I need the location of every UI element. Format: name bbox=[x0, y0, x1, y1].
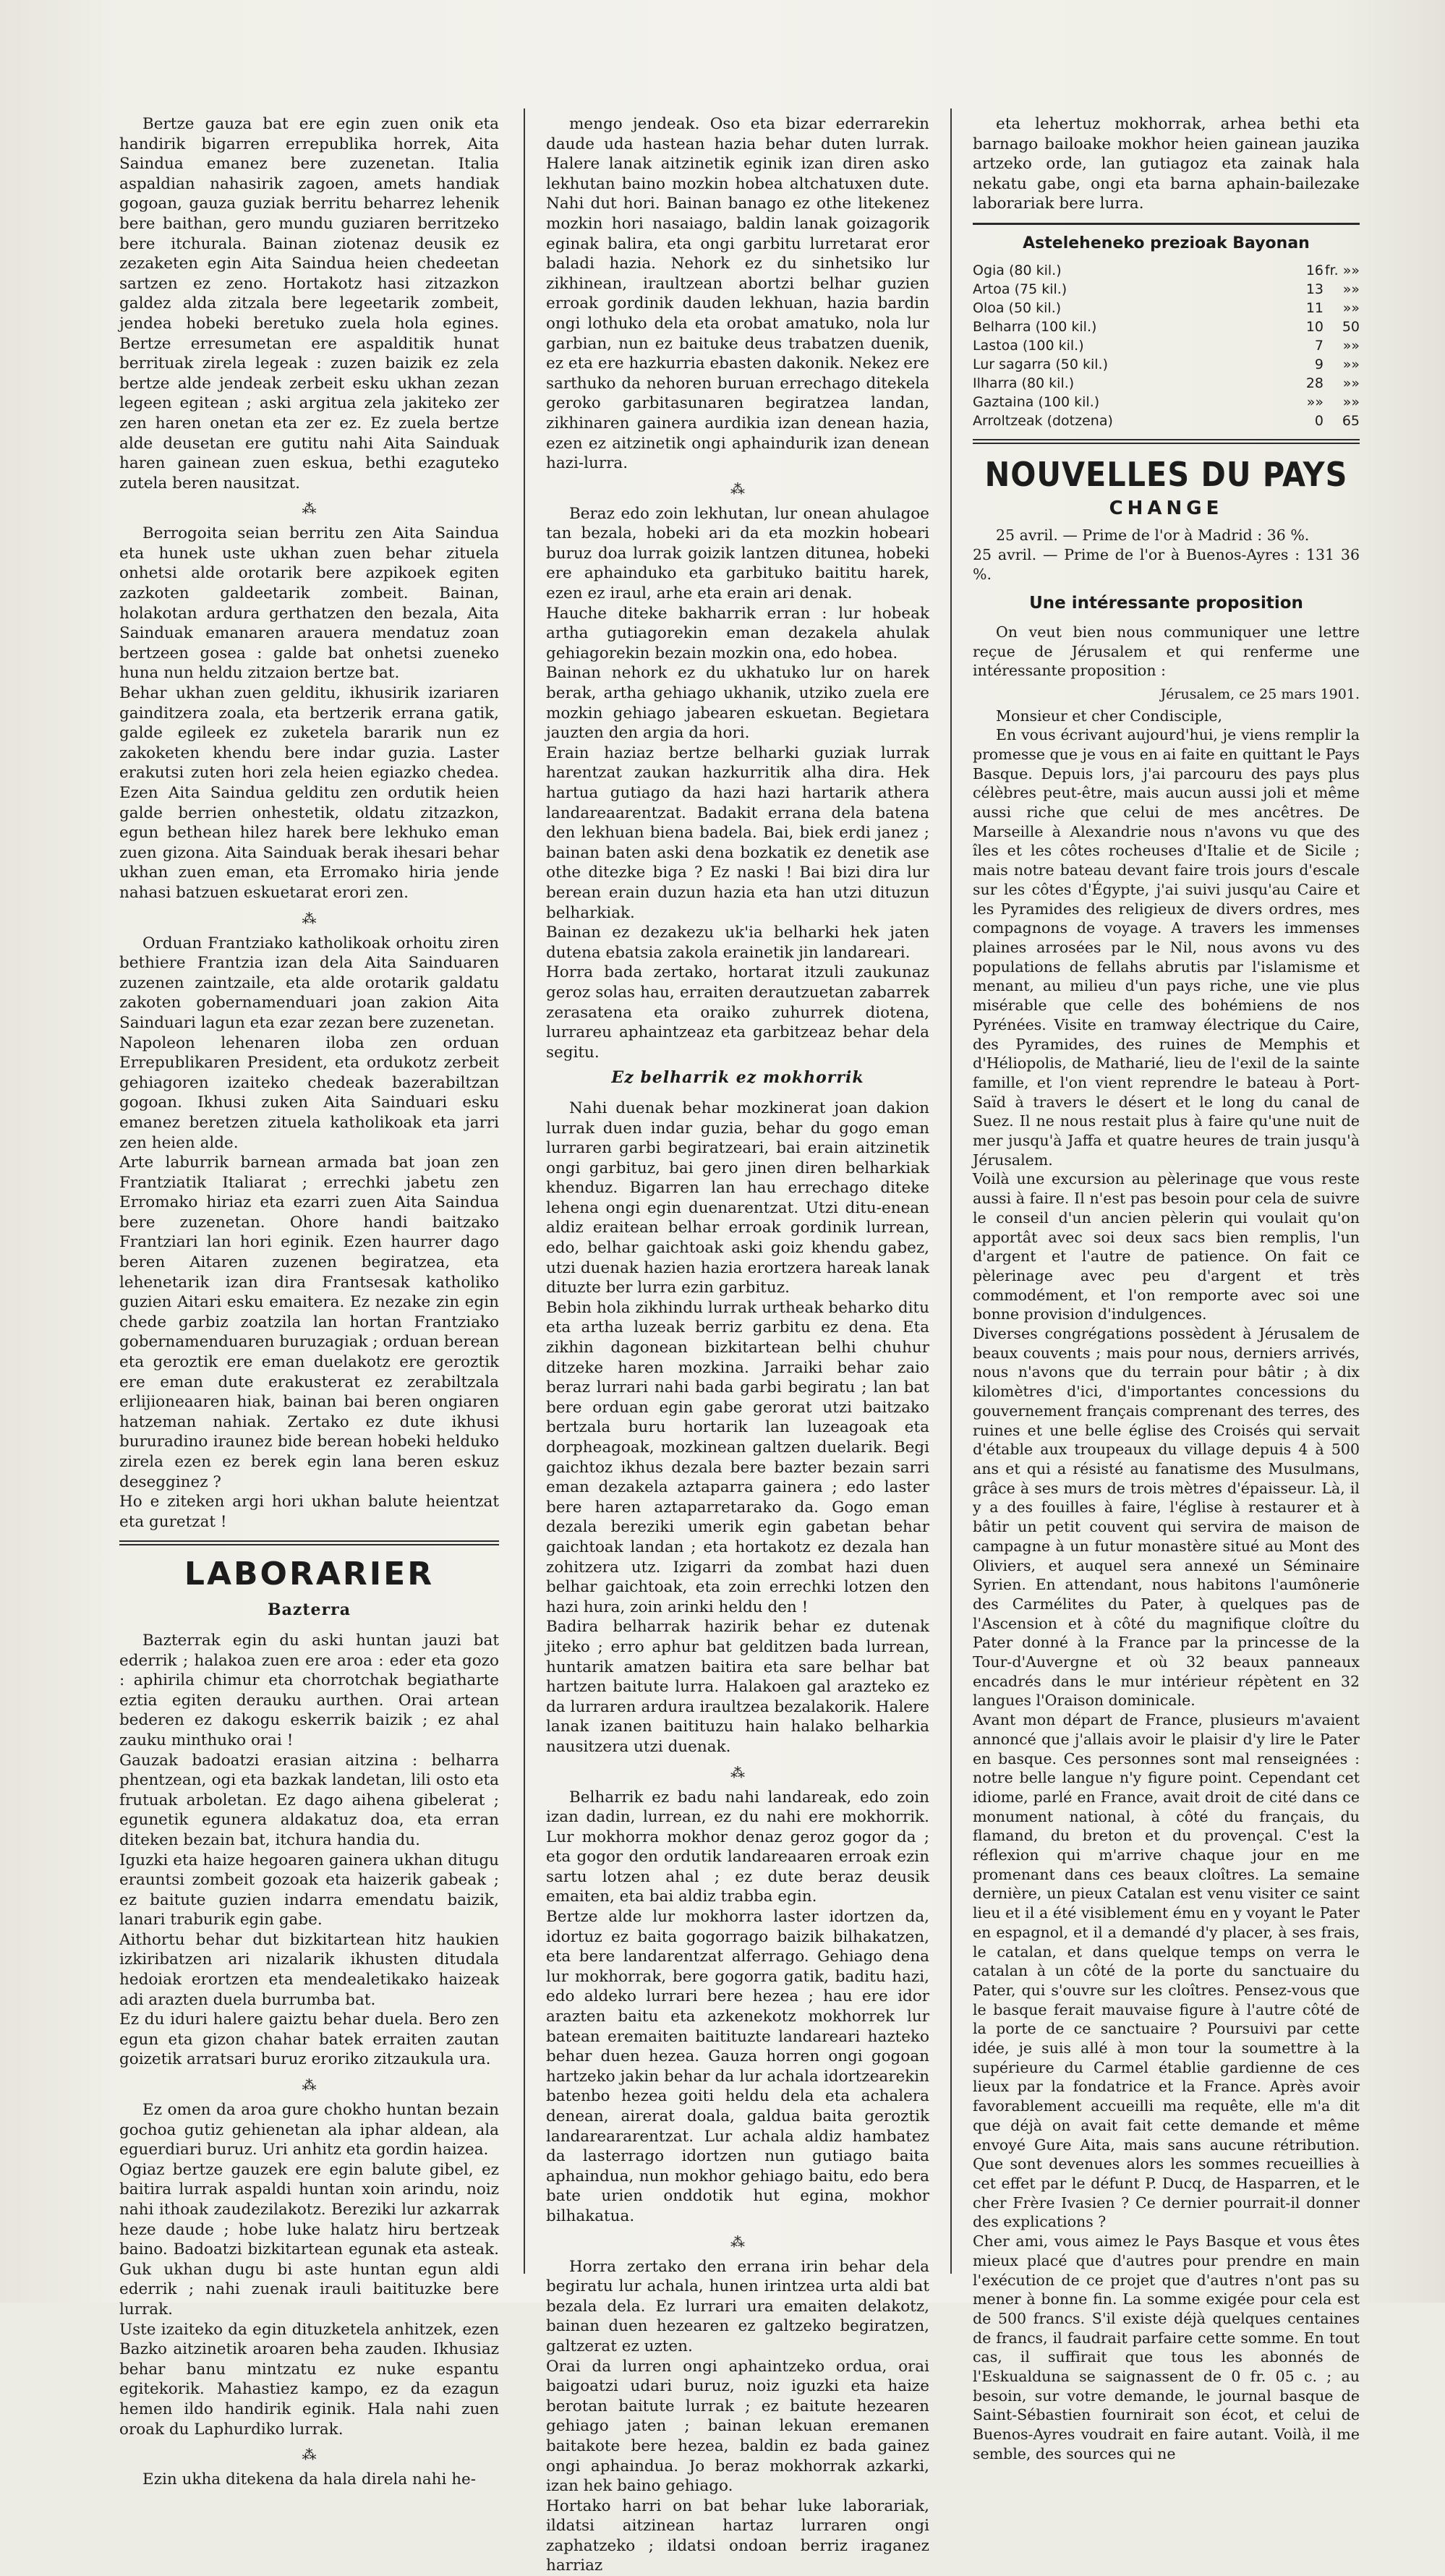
price-unit: »» bbox=[1342, 281, 1360, 297]
article-paragraph: Bazterrak egin du aski huntan jauzi bat ederrik ; halakoa zuen ere aroa : eder eta gozo : aphirila chimur eta chorrotchak begiatharte eztia egiten derauku aurthen. Orai artean bederen ez dakogu eskerrik baizik ; ez ahal zauku minthuko orai ! bbox=[119, 1631, 499, 1749]
article-body bbox=[119, 2100, 499, 2439]
price-num: 7 bbox=[1314, 337, 1323, 354]
column-3 bbox=[973, 114, 1360, 2462]
article-paragraph: Ho e ziteken argi hori ukhan balute heientzat eta guretzat ! bbox=[119, 1493, 499, 1531]
article-paragraph: Ogiaz bertze gauzek ere egin balute gibel, ez baitira lurrak aspaldi huntan xoin arindu, noiz nahi ithoak zaudezilakotz. Bereziki lur azkarrak heze daude ; hobe luke halatz hiru bertzeak baino. Badoatzi bizkitartean egunak eta asteak. Guk ukhan dugu bi aste huntan egun aldi ederrik ; nahi zuenak irauli baitituzke bere lurrak. bbox=[119, 2160, 499, 2319]
article-paragraph: Bainan nehork ez du ukhatuko lur on harek berak, artha gehiago ukhanik, utziko zuela ere mozkin gehiago jabearen eskuetan. Begietara jauzten den argia da hori. bbox=[546, 664, 929, 743]
article-body bbox=[546, 1788, 929, 2227]
price-unit: 65 bbox=[1342, 412, 1360, 429]
article-paragraph: Aithortu behar dut bizkitartean hitz haukien izkiribatzen ari nizalarik ikhusten ditudala hedoiak erortzen eta mendealetikako haizeak adi arazten duela burrumba bat. bbox=[119, 1930, 499, 2009]
exchange-rates bbox=[973, 526, 1360, 584]
column-rule bbox=[950, 108, 952, 2274]
article-paragraph: Cher ami, vous aimez le Pays Basque et vous êtes mieux placé que d'autres pour prendre en main l'exécution de ce projet que d'autres n'ont pas su mener à bonne fin. La somme exigée pour cela est de 500 francs. S'il existe déjà quelques centaines de francs, il faudrait parfaire cette somme. En tout cas, il suffirait que tous les abonnés de l'Eskualduna se saignassent de 0 fr. 05 c. ; au besoin, sur votre demande, le journal basque de Saint-Sébastien fournirait son écot, et celui de Buenos-Ayres voudrait en faire autant. Voilà, il me semble, des sources qui ne bbox=[973, 2232, 1360, 2462]
article-paragraph: mengo jendeak. Oso eta bizar ederrarekin daude uda hastean hazia behar duten lurrak. Halere lanak aitzinetik eginik izan diren asko lekhutan baino mozkin hobea altchatuxen dute. Nahi dut hori. Bainan banago ez othe litekenez mozkin hori nasaiago, baldin lanak goizagorik eginak balira, eta ongi garbitu lurretarat eror baladi hazia. Nehork ez du sinhetsiko lur zikhinean, iraultzean abortzi belhar guzien erroak gordinik dauden lekhuan, hazia bardin ongi lothuko dela eta orobat amatuko, nola lur garbian, nun ez baituke deus trabatzen duenik, ez eta ere hazkurria ebasten dakonik. Nekez ere sarthuko da nehoren buruan errechago ditekela geroko garbitasunaren begiratzea landan, zikhinaren gainera aurdikia izan denean hazia, ezen ez aitzinetik ongi aphaindurik izan denean hazi-lurra. bbox=[546, 115, 929, 473]
article-paragraph: Horra zertako den errana irin behar dela begiratu lur achala, hunen irintzea urta aldi bat bezala dela. Ez lurrari ura emaiten delakotz, bainan duen hezearen ez galtzeko begiratzen, galtzerat ez uzten. bbox=[546, 2257, 929, 2355]
article-heading: Une intéressante proposition bbox=[1029, 594, 1303, 613]
price-unit: 50 bbox=[1342, 318, 1360, 335]
article-subheading: Ez belharrik ez mokhorrik bbox=[611, 1068, 864, 1088]
price-num: »» bbox=[1306, 393, 1323, 410]
article-paragraph: 25 avril. — Prime de l'or à Buenos-Ayres : 131 36 %. bbox=[973, 545, 1360, 583]
price-name: Belharra (100 kil.) bbox=[973, 318, 1097, 335]
price-name: Artoa (75 kil.) bbox=[973, 281, 1067, 297]
article-paragraph: Nahi duenak behar mozkinerat joan dakion lurrak duen indar guzia, behar du gogo eman lurraren garbi begiratzeari, bai erain aitzinetik ongi garbituz, bai gero jinen diren belharkiak khenduz. Bigarren lan hau errechago diteke lehena ongi egin duenarentzat. Utzi ditu-enean aldiz eraitean belhar erroak gordinik lurrean, edo, belhar gaichtoak aski goiz khendu gabez, utzi duenak hazien hazia erortzera hareak lanak dituzte ber lurra ezin garbituz. bbox=[546, 1099, 929, 1297]
price-num: 0 bbox=[1314, 412, 1323, 429]
price-row bbox=[973, 393, 1360, 411]
article-paragraph: Orai da lurren ongi aphaintzeko ordua, orai baigoatzi udari buruz, noiz iguzki eta haize berotan baitute lurrak ; ez baitute hezearen gehiago jaten ; bainan lekuan eremanen baitakote bere hezea, baldin ez bada gainez ongi aphaindua. Jo beraz mokhorrak azkarki, izan hek baino gehiago. bbox=[546, 2357, 929, 2496]
price-num: 11 bbox=[1305, 299, 1323, 316]
section-subheading: Bazterra bbox=[268, 1600, 351, 1620]
column-2 bbox=[546, 114, 929, 2575]
letter-body bbox=[973, 725, 1360, 2463]
article-body bbox=[119, 934, 499, 1532]
price-list-title: Asteleheneko prezioak Bayonan bbox=[1023, 234, 1310, 252]
article-paragraph: Beraz edo zoin lekhutan, lur onean ahulagoe tan bezala, hobeki ari da eta mozkin hobeari buruz doa lurrak goizik lantzen ditunea, hobeki ere aphainduko eta garbituko baititu harek, ezen ez iraul, arhe eta erain ari denak. bbox=[546, 504, 929, 603]
column-rule bbox=[524, 108, 525, 2274]
section-separator: ⁂ bbox=[730, 1763, 745, 1781]
price-name: Lastoa (100 kil.) bbox=[973, 337, 1084, 354]
article-paragraph: Belharrik ez badu nahi landareak, edo zoin izan dadin, lurrean, ez du nahi ere mokhorrik. Lur mokhorra mokhor denaz geroz gogor da ; eta gogor den ordutik landareaaren erroak ezin sartu lotzen ahal ; ez dute beraz deusik emaiten, eta bai aldiz trabba egin. bbox=[546, 1788, 929, 1906]
price-row bbox=[973, 317, 1360, 336]
article-paragraph: 25 avril. — Prime de l'or à Madrid : 36 %. bbox=[996, 526, 1310, 545]
article-paragraph: Badira belharrak hazirik behar ez dutenak jiteko ; erro aphur bat gelditzen bada lurrean, huntarik amatzen baitira eta sare belhar bat hartzen baitute lurra. Halakoen gal arazteko ez da lurraren ardura iraultzea bezalakorik. Halere lanak izanen baitituzu hain halako belharkia nausitzera utzi duenak. bbox=[546, 1618, 929, 1756]
column-1 bbox=[119, 114, 499, 2489]
price-row bbox=[973, 374, 1360, 393]
article-paragraph: Hortako harri on bat behar luke laborariak, ildatsi aitzinean hartaz lurraren ongi zaphatzeko ; ildatsi ondoan berriz iraganez harriaz bbox=[546, 2496, 929, 2575]
article-paragraph: En vous écrivant aujourd'hui, je viens remplir la promesse que je vous en ai faite en quittant le Pays Basque. Depuis lors, j'ai parcouru des pays plus célèbres peut-être, mais aucun aussi joli et même aussi riche que celui de mes ancêtres. De Marseille à Alexandrie nous n'avons vu que des îles et les côtes rocheuses d'Italie et de Sicile ; mais notre bateau devant faire trois jours d'escale sur les côtes d'Égypte, j'ai suivi jusqu'au Caire et les Pyramides des religieux de divers ordres, mes compagnons de voyage. A travers les immenses plaines arrosées par le Nil, nous avons vu des populations de fellahs abrutis par l'islamisme et menant, au milieu d'un pays riche, une vie plus misérable que celle des bohémiens de nos Pyrénées. Visite en tramway électrique du Caire, des Pyramides, des ruines de Memphis et d'Héliopolis, de Matharié, lieu de l'exil de la sainte famille, et l'on vient reprendre le bateau à Port-Saïd à travers le désert et le long du canal de Suez. Il ne nous restait plus à faire qu'une nuit de mer jusqu'à Jaffa et quatre heures de train jusqu'à Jérusalem. bbox=[973, 726, 1360, 1169]
price-unit: »» bbox=[1342, 337, 1360, 354]
article-body bbox=[973, 114, 1360, 214]
article-body bbox=[119, 114, 499, 493]
article-body bbox=[119, 1631, 499, 2070]
section-separator: ⁂ bbox=[302, 909, 317, 927]
article-paragraph: Diverses congrégations possèdent à Jérusalem de beaux couvents ; mais pour nous, derniers arrivés, nous n'avons que du terrain pour bâtir ; à dix kilomètres d'ici, d'importantes concessions du gouvernement français comprenant des terres, des ruines et une belle église des Croisés qui servait d'étable aux troupeaux du village depuis 4 à 500 ans et qui a résisté au fanatisme des Musulmans, grâce à ses murs de trois mètres d'épaisseur. Là, il y a des fouilles à faire, l'église à restaurer et à bâtir un petit couvent qui servira de maison de campagne à un futur monastère situé au Mont des Oliviers, et auquel sera annexé un Séminaire Syrien. En attendant, nous habitons l'aumônerie des Carmélites du Pater, à quelques pas de l'Ascension et à côté du magnifique cloître du Pater donné à la France par la princesse de la Tour-d'Auvergne et où 32 beaux panneaux encadrés dans le mur intérieur répètent en 32 langues l'Oraison dominicale. bbox=[973, 1325, 1360, 1710]
article-paragraph: Avant mon départ de France, plusieurs m'avaient annoncé que j'allais avoir le plaisir d'y lire le Pater en basque. Ces personnes sont mal renseignées : notre belle langue n'y figure point. Cependant cet idiome, parlé en France, avait droit de cité dans ce monument national, à côté du français, du flamand, du breton et du provençal. C'est la réflexion qui m'arrive chaque jour en me promenant dans ces beaux cloîtres. La semaine dernière, un pieux Catalan est venu visiter ce saint lieu et il a été visiblement ému en y voyant le Pater en espagnol, et il a demandé d'y placer, à ses frais, le catalan, et dans quelque temps on verra le catalan à un côté de la porte du sanctuaire du Pater, qui s'ouvre sur les cloîtres. Pensez-vous que le basque ferait mauvaise figure à l'autre côté de la porte de ce sanctuaire ? Poursuivi par cette idée, je suis allé à mon tour la soumettre à la supérieure du Carmel établie gardienne de ces lieux par la fondatrice et la France. Après avoir favorablement accueilli ma requête, elle m'a dit que déjà on avait fait cette demande et même envoyé Gure Aita, mais sans aucune rétribution. Que sont devenues alors les sommes recueillies à cet effet par le défunt P. Ducq, de Hasparren, et le cher Frère Ivasien ? Ce dernier pourrait-il donner des explications ? bbox=[973, 1711, 1360, 2231]
price-unit: »» bbox=[1342, 299, 1360, 316]
article-paragraph: Orduan Frantziako katholikoak orhoitu ziren bethiere Frantzia izan dela Aita Sainduaren zuzenen zaintzaile, eta alde orotarik galdatu zakoten gobernamenduari joan zakion Aita Sainduari lagun eta ezar zezan bere zuzenetan. bbox=[119, 934, 499, 1032]
price-name: Oloa (50 kil.) bbox=[973, 299, 1062, 316]
price-row bbox=[973, 336, 1360, 355]
article-paragraph: Iguzki eta haize hegoaren gainera ukhan ditugu erauntsi zombeit gozoak eta haizerik gabeak ; ez baitute guzien indarra emendatu baizik, lanari traburik egin gabe. bbox=[119, 1851, 499, 1929]
article-paragraph: Horra bada zertako, hortarat itzuli zaukunaz geroz solas hau, erraiten derautzuetan zabarrek zerasatena eta oraiko zuhurrek diotena, lurrareu aphaintzeaz eta garbitzeaz behar dela segitu. bbox=[546, 963, 929, 1062]
article-paragraph: Bertze gauza bat ere egin zuen onik eta handirik bigarren errepublika horrek, Aita Saindua emanez bere zuzenetan. Italia aspaldian nahasirik zagoen, amets handiak gogoan, gauza guziak berritu beharrez lehenik bere baithan, gero mundu guziaren berritzeko bere itchurala. Bainan ziotenaz deusik ez zezaketen egin Aita Saindua heien chedeetan sartzen ez zeno. Hortakotz hasi zitzazkon galdez alda zitzala bere legeetarik zombeit, jendea hobeki beretuko zuela hola egines. Bertze erresumetan ere aspalditik hunat berrituak zirela legeak : zuzen baizik ez zela bertze alde jendeak zerbeit esku ukhan zezan legeen egitean ; aski argitua zela jakiteko zer zen haren onetan eta zer ez. Ez zuela bertze alde deusetan ere gutitu nahi Aita Sainduak haren gainean zuen eskua, bethi ezaguteko zutela beren nausitzat. bbox=[119, 115, 499, 492]
article-paragraph: Uste izaiteko da egin dituzketela anhitzek, ezen Bazko aitzinetik aroaren beha zauden. Ikhusiaz behar banu mintzatu ez nuke espantu egitekorik. Mahastiez kampo, ez da ezagun hemen ildo handirik eginik. Hala nahi zuen oroak du Laphurdiko lurrak. bbox=[119, 2320, 499, 2439]
article-paragraph: Hauche diteke bakharrik erran : lur hobeak artha gutiagorekin eman dezakela ahulak gehiagorekin bezain mozkin ona, edo hobea. bbox=[546, 604, 929, 662]
price-row bbox=[973, 411, 1360, 430]
price-unit: »» bbox=[1342, 393, 1360, 410]
price-unit: »» bbox=[1342, 356, 1360, 372]
price-name: Arroltzeak (dotzena) bbox=[973, 412, 1113, 429]
section-separator: ⁂ bbox=[730, 2232, 745, 2251]
price-row bbox=[973, 280, 1360, 299]
section-divider bbox=[973, 439, 1360, 444]
price-num: 9 bbox=[1314, 356, 1323, 372]
article-paragraph: Ez omen da aroa gure chokho huntan bezain gochoa gutiz gehienetan ala iphar aldean, ala eguerdiari buruz. Uri anhitz eta gordin haizea. bbox=[119, 2101, 499, 2159]
price-num: 13 bbox=[1305, 281, 1323, 297]
article-paragraph: eta lehertuz mokhorrak, arhea bethi eta barnago bailoake mokhor heien gainean jauzika artzeko orde, lan gutiagoz eta zainak hala nekatu gabe, ongi eta barna aphain-bailezake laborariak bere lurra. bbox=[973, 115, 1360, 213]
article-paragraph: Behar ukhan zuen gelditu, ikhusirik izariaren gainditzera zoala, eta bertzerik errana gatik, galde egileek ez zuketela bararik nun ez zakoketen khendu bere indar guzia. Laster erakutsi zuten hori zela heien egiazko chedea. Ezen Aita Saindua gelditu zen ordutik heien galde berrien onhestetik, oldatu zitzazkon, egun bethean hilez harek bere lekhuko eman zuen gizona. Aita Sainduak berak ihesari behar ukhan zuen eman, eta Erromako hiria jende nahasi batzuen eskuetarat erori zen. bbox=[119, 684, 499, 902]
letter-date: Jérusalem, ce 25 mars 1901. bbox=[1160, 686, 1360, 702]
price-row bbox=[973, 261, 1360, 280]
price-unit: fr. »» bbox=[1324, 262, 1360, 278]
section-separator: ⁂ bbox=[302, 500, 317, 518]
price-name: Gaztaina (100 kil.) bbox=[973, 393, 1100, 410]
section-separator: ⁂ bbox=[302, 2446, 317, 2464]
letter-salutation: Monsieur et cher Condisciple, bbox=[996, 707, 1223, 725]
article-paragraph: Bainan ez dezakezu uk'ia belharki hek jaten dutena ebatsia zakola erainetik jin landareari. bbox=[546, 924, 929, 962]
section-separator: ⁂ bbox=[730, 479, 745, 498]
change-heading: CHANGE bbox=[1109, 497, 1224, 519]
article-paragraph: Erain haziaz bertze belharki guziak lurrak harentzat zaukan hazkurritik alha dira. Hek hartua gutiago da hazi hazi hartarik athera landareaarentzat. Badakit errana dela batena den lekhuan biena badela. Bai, biek erdi janez ; bainan baten aski dena bozkatik ez denetik ase othe ditezke biga ? Ez naski ! Bai bizi dira lur berean erain duzun hazia eta han utzi dituzun belharkiak. bbox=[546, 743, 929, 922]
article-paragraph: Bebin hola zikhindu lurrak urtheak beharko ditu eta artha luzeak berriz garbitu ez dena. Eta zikhin dagonean bizkitartean belhi chuhur ditzeke haren mozkina. Jarraiki behar zaio beraz lurrari nahi bada garbi begiratu ; lan bat bere orduan egin gabe gerorat utzi baitzako bertzala buru hortarik lan luzeagoak eta dorpheagoak, mozkinean galtzen duelarik. Begi gaichtoz ikhus dezala bere bazter bezain sarri eman dezakela aztaparra gainera ; edo laster bere haren aztaparretarako da. Gogo eman dezala bereziki umerik egin gabetan behar gaichtoak landan ; eta hortakotz ez dezala han zohitzera utz. Izigarri da zombat hazi duen belhar gaichtoak, eta zoin errechki lotzen den hazi hura, zoin arinki heldu den ! bbox=[546, 1298, 929, 1616]
article-body bbox=[546, 1099, 929, 1757]
article-paragraph: Gauzak badoatzi erasian aitzina : belharra phentzean, ogi eta bazkak landetan, lili osto eta frutuak arboletan. Ez dago aihena gibelerat ; egunetik egunera aldakatuz doa, eta erran diteken bezain bat, itchura handia du. bbox=[119, 1751, 499, 1849]
section-divider bbox=[119, 1540, 499, 1545]
article-intro: On veut bien nous communiquer une lettre reçue de Jérusalem et qui renferme une intéressante proposition : bbox=[973, 623, 1360, 680]
article-paragraph: Ezin ukha ditekena da hala direla nahi he- bbox=[142, 2470, 477, 2489]
article-body bbox=[119, 524, 499, 903]
price-name: Ogia (80 kil.) bbox=[973, 262, 1062, 278]
price-table bbox=[973, 261, 1360, 430]
section-heading-laborarier: LABORARIER bbox=[184, 1556, 435, 1593]
section-divider bbox=[973, 223, 1360, 225]
section-separator: ⁂ bbox=[302, 2076, 317, 2094]
price-row bbox=[973, 299, 1360, 317]
article-paragraph: Ez du iduri halere gaiztu behar duela. Bero zen egun eta gizon chahar batek erraiten zautan goizetik arratsari buruz eroriko zitzaukula ura. bbox=[119, 2010, 499, 2069]
price-name: Ilharra (80 kil.) bbox=[973, 375, 1075, 391]
price-unit: »» bbox=[1342, 375, 1360, 391]
article-body bbox=[546, 114, 929, 474]
price-num: 16 bbox=[1305, 262, 1323, 278]
price-name: Lur sagarra (50 kil.) bbox=[973, 356, 1109, 372]
article-paragraph: Arte laburrik barnean armada bat joan zen Frantziatik Italiarat ; errechki jabetu zen Erromako hiriaz eta ezarri zuen Aita Saindua bere zuzenetan. Ohore handi baitzako Frantziari lan hori eginik. Ezen haurrer dago beren Aitaren zuzenen begiratzea, eta lehenetarik izan dira Frantsesak katholiko guzien Aitari esku emaitera. Ez nezake zin egin chede garbiz zoatzila lan hortan Frantziako gobernamenduaren buruzagiak ; orduan berean eta geroztik ere eman duelakotz ere geroztik ere eman dute erakusterat ez zerabiltzala erlijioneaaren hiak, bainan bai beren ongiaren hatzeman nahiak. Zertako ez dute ikhusi bururadino iraunez bide berean hobeki helduko zirela ezen ez berek egin lana beren eskuz desegginez ? bbox=[119, 1153, 499, 1491]
price-num: 10 bbox=[1305, 318, 1323, 335]
article-paragraph: Napoleon lehenaren iloba zen orduan Errepublikaren President, eta ordukotz zerbeit gehiagoren izaiteko chedeak bazerabiltzan gogoan. Ikhusi zuken Aita Sainduari esku emanez beretzen zituela katholikoak eta jarri zen heien alde. bbox=[119, 1033, 499, 1152]
price-row bbox=[973, 355, 1360, 374]
article-paragraph: Voilà une excursion au pèlerinage que vous reste aussi à faire. Il n'est pas besoin pour cela de suivre le conseil d'un ancien pèlerin qui voulait qu'on apportât avec soi deux sacs bien remplis, l'un d'argent et l'autre de patience. On fait ce pèlerinage avec peu d'argent et très commodément, et l'on remporte avec soi une bonne provision d'indulgences. bbox=[973, 1170, 1360, 1323]
section-heading-nouvelles: NOUVELLES DU PAYS bbox=[984, 454, 1348, 494]
article-paragraph: Bertze alde lur mokhorra laster idortzen da, idortuz ez baita gogorrago baizik bilhakatzen, eta bere landarentzat alferrago. Gehiago dena lur mokhorrak, bere gogorra gatik, baditu hazi, edo aldeko lurrari bere hezea ; hau ere idor arazten baitu eta azkenekotz mokhorrek lur batean eremaiten baitituzte landareari hazteko behar duen hezea. Gauza horren ongi gogoan hartzeko jakin behar da lur achala idortzearekin batenbo hezea goiti heldu dela eta achalera denean, airerat doala, galdua baita geroztik landareararentzat. Lur achala aldiz hambatez da lasterrago idortzen nun gutiago baita aphaindua, nun mokhor gehiago baitu, edo bera bate urien onddotik hut egina, mokhor bilhakatua. bbox=[546, 1908, 929, 2225]
price-num: 28 bbox=[1305, 375, 1323, 391]
article-body bbox=[546, 504, 929, 1063]
article-paragraph: Berrogoita seian berritu zen Aita Saindua eta hunek uste ukhan zuen behar zituela onhetsi alde orotarik bere azpikoek egiten zazkoten galdeetarik zombeit. Bainan, holakotan ardura gerthatzen den bezala, Aita Sainduak emanaren arauera mendatuz zoan bertzeen gosea : galde bat onhetsi zueneko huna nun heldu zitzaion bertze bat. bbox=[119, 524, 499, 683]
article-body bbox=[546, 2257, 929, 2576]
